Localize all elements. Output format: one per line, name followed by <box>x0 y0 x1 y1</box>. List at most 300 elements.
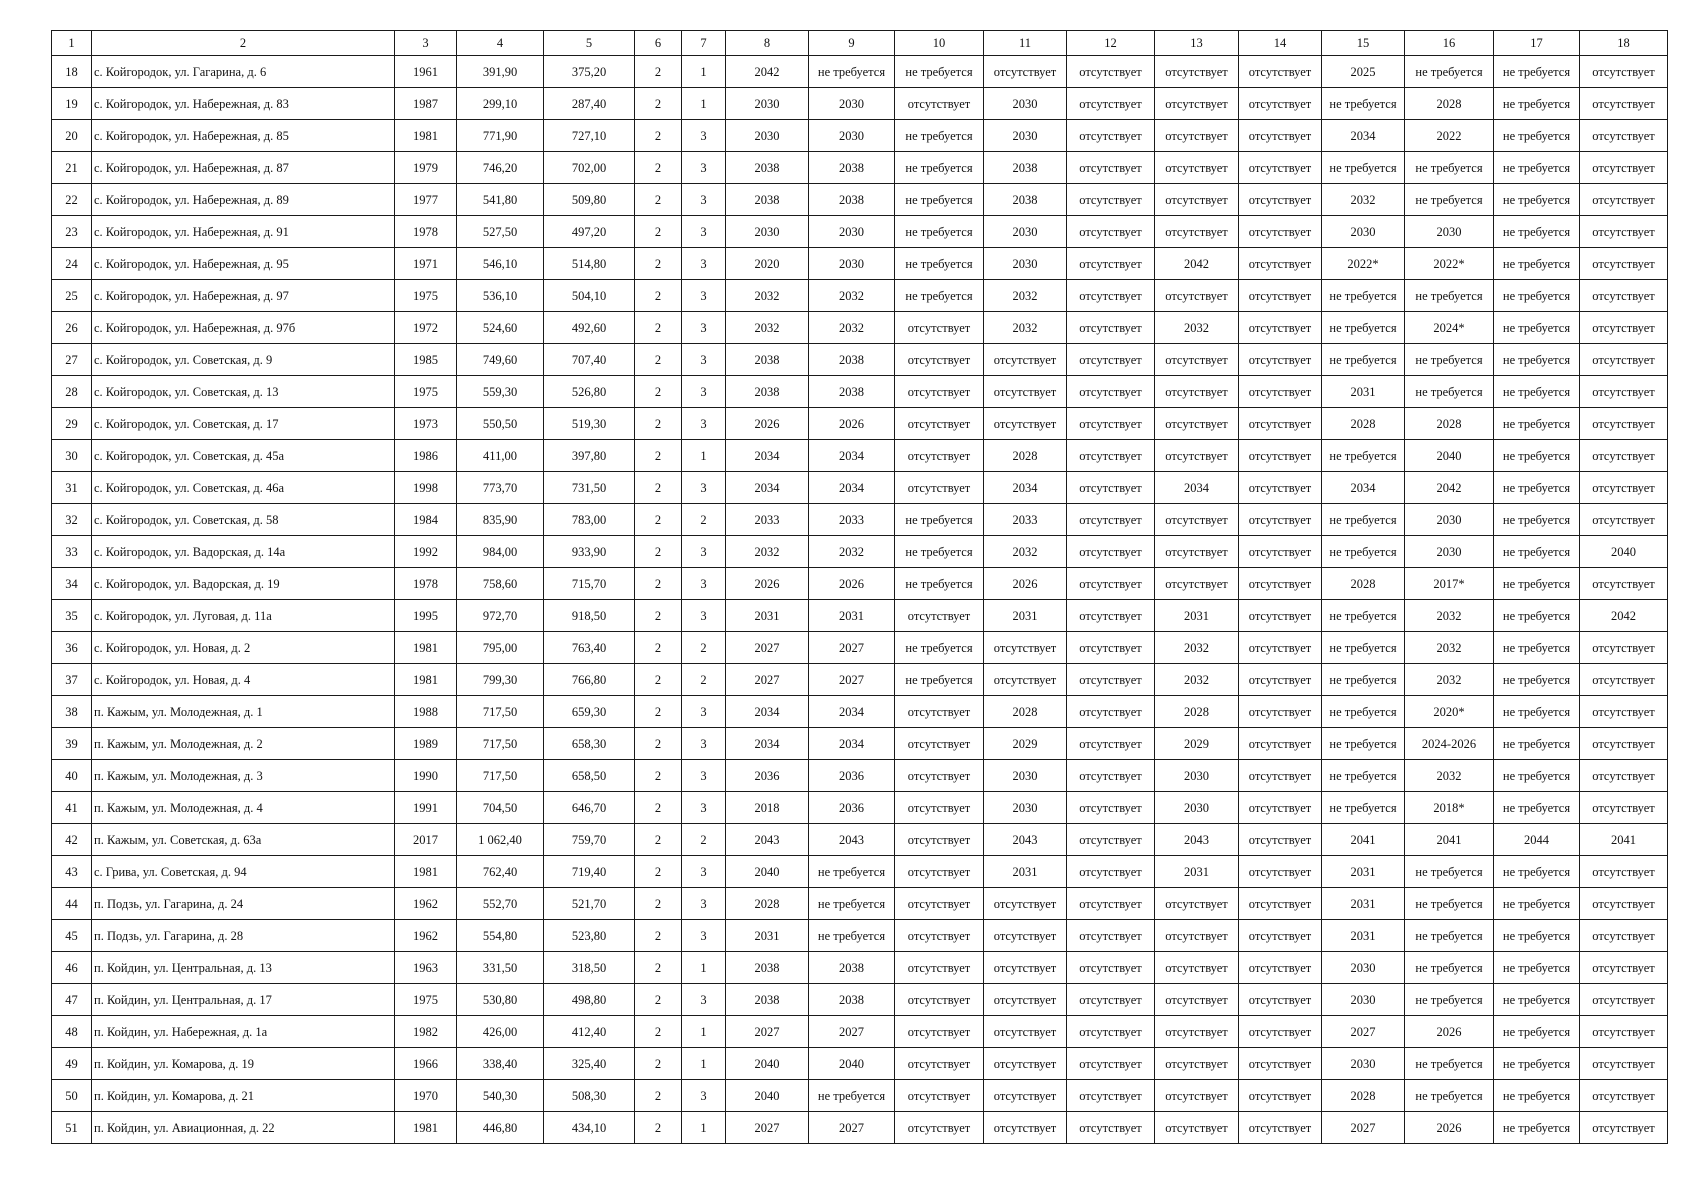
table-cell: 2030 <box>1322 1048 1405 1080</box>
table-cell: 2036 <box>809 792 895 824</box>
table-cell: 526,80 <box>544 376 635 408</box>
table-cell: 1 <box>682 1016 726 1048</box>
table-cell: 3 <box>682 888 726 920</box>
row-number-cell: 34 <box>52 568 92 600</box>
column-number-header: 5 <box>544 31 635 56</box>
row-number-cell: 49 <box>52 1048 92 1080</box>
row-number-cell: 42 <box>52 824 92 856</box>
table-cell: 1978 <box>395 216 457 248</box>
row-number-cell: 50 <box>52 1080 92 1112</box>
table-cell: 2034 <box>726 472 809 504</box>
table-cell: отсутствует <box>895 728 984 760</box>
table-cell: 2 <box>635 504 682 536</box>
table-cell: 2030 <box>1405 504 1494 536</box>
table-row <box>52 152 1668 184</box>
table-cell: 984,00 <box>457 536 544 568</box>
table-cell: отсутствует <box>1239 120 1322 152</box>
table-cell: не требуется <box>1494 536 1580 568</box>
table-cell: 762,40 <box>457 856 544 888</box>
table-cell: 2030 <box>1322 984 1405 1016</box>
table-cell: 3 <box>682 792 726 824</box>
table-row <box>52 536 1668 568</box>
address-cell: с. Койгородок, ул. Советская, д. 13 <box>92 376 395 408</box>
table-row <box>52 760 1668 792</box>
table-cell: 1963 <box>395 952 457 984</box>
table-cell: не требуется <box>1494 472 1580 504</box>
table-cell: отсутствует <box>1239 824 1322 856</box>
table-cell: отсутствует <box>1580 856 1668 888</box>
table-row <box>52 920 1668 952</box>
table-cell: отсутствует <box>1155 376 1239 408</box>
table-cell: отсутствует <box>1239 152 1322 184</box>
table-cell: 2 <box>635 856 682 888</box>
table-cell: 2 <box>635 216 682 248</box>
table-cell: отсутствует <box>1067 56 1155 88</box>
table-cell: 2031 <box>1322 376 1405 408</box>
table-cell: отсутствует <box>1067 344 1155 376</box>
row-number-cell: 41 <box>52 792 92 824</box>
table-cell: отсутствует <box>895 888 984 920</box>
table-cell: отсутствует <box>1067 504 1155 536</box>
table-cell: отсутствует <box>1239 1016 1322 1048</box>
address-cell: с. Койгородок, ул. Набережная, д. 87 <box>92 152 395 184</box>
table-cell: отсутствует <box>984 632 1067 664</box>
table-cell: 426,00 <box>457 1016 544 1048</box>
table-cell: 2032 <box>1405 760 1494 792</box>
document-sheet <box>51 30 1667 1144</box>
table-cell: 1 062,40 <box>457 824 544 856</box>
row-number-cell: 25 <box>52 280 92 312</box>
table-cell: не требуется <box>1494 408 1580 440</box>
table-cell: 508,30 <box>544 1080 635 1112</box>
table-cell: отсутствует <box>1239 888 1322 920</box>
table-cell: 1981 <box>395 1112 457 1144</box>
table-cell: 2034 <box>809 728 895 760</box>
table-cell: не требуется <box>1405 56 1494 88</box>
table-cell: 2042 <box>1155 248 1239 280</box>
table-cell: 2029 <box>984 728 1067 760</box>
table-cell: отсутствует <box>1580 56 1668 88</box>
address-cell: п. Койдин, ул. Комарова, д. 19 <box>92 1048 395 1080</box>
table-cell: 2031 <box>984 600 1067 632</box>
table-cell: отсутствует <box>984 408 1067 440</box>
table-cell: не требуется <box>1405 920 1494 952</box>
table-cell: 1998 <box>395 472 457 504</box>
row-number-cell: 33 <box>52 536 92 568</box>
table-cell: 287,40 <box>544 88 635 120</box>
address-cell: с. Койгородок, ул. Набережная, д. 97 <box>92 280 395 312</box>
table-cell: отсутствует <box>1580 504 1668 536</box>
table-cell: не требуется <box>1494 1048 1580 1080</box>
table-cell: 2 <box>635 1080 682 1112</box>
column-number-header: 12 <box>1067 31 1155 56</box>
address-cell: п. Койдин, ул. Авиационная, д. 22 <box>92 1112 395 1144</box>
table-cell: отсутствует <box>1067 216 1155 248</box>
table-cell: 2030 <box>809 248 895 280</box>
table-cell: не требуется <box>1405 856 1494 888</box>
table-row <box>52 1080 1668 1112</box>
table-row <box>52 248 1668 280</box>
table-cell: 331,50 <box>457 952 544 984</box>
table-cell: отсутствует <box>1067 408 1155 440</box>
table-row <box>52 216 1668 248</box>
row-number-cell: 28 <box>52 376 92 408</box>
table-cell: не требуется <box>1405 152 1494 184</box>
table-cell: отсутствует <box>1067 696 1155 728</box>
row-number-cell: 38 <box>52 696 92 728</box>
table-cell: отсутствует <box>1580 792 1668 824</box>
table-cell: отсутствует <box>1239 216 1322 248</box>
table-cell: 2 <box>635 408 682 440</box>
table-cell: 2030 <box>984 120 1067 152</box>
table-cell: 2034 <box>809 696 895 728</box>
table-cell: 519,30 <box>544 408 635 440</box>
address-cell: п. Койдин, ул. Набережная, д. 1а <box>92 1016 395 1048</box>
table-cell: 2032 <box>1405 600 1494 632</box>
table-cell: отсутствует <box>1155 408 1239 440</box>
table-cell: отсутствует <box>1067 952 1155 984</box>
table-cell: 2 <box>635 184 682 216</box>
table-cell: 2 <box>635 760 682 792</box>
column-number-header: 4 <box>457 31 544 56</box>
table-cell: отсутствует <box>984 664 1067 696</box>
table-cell: не требуется <box>1494 344 1580 376</box>
table-cell: 2038 <box>809 952 895 984</box>
table-cell: 1992 <box>395 536 457 568</box>
table-cell: 2038 <box>809 344 895 376</box>
table-cell: отсутствует <box>895 792 984 824</box>
table-cell: 1966 <box>395 1048 457 1080</box>
table-cell: 704,50 <box>457 792 544 824</box>
table-cell: отсутствует <box>1239 440 1322 472</box>
row-number-cell: 46 <box>52 952 92 984</box>
table-cell: 972,70 <box>457 600 544 632</box>
table-row <box>52 728 1668 760</box>
table-cell: не требуется <box>895 280 984 312</box>
address-cell: с. Койгородок, ул. Советская, д. 45а <box>92 440 395 472</box>
table-cell: 1981 <box>395 632 457 664</box>
table-cell: 2 <box>635 312 682 344</box>
table-cell: 299,10 <box>457 88 544 120</box>
table-cell: 540,30 <box>457 1080 544 1112</box>
address-cell: п. Подзь, ул. Гагарина, д. 28 <box>92 920 395 952</box>
table-cell: 2031 <box>1322 920 1405 952</box>
housing-repair-table <box>51 30 1668 1144</box>
table-cell: 2030 <box>984 760 1067 792</box>
table-cell: 2031 <box>809 600 895 632</box>
table-cell: не требуется <box>1405 984 1494 1016</box>
address-cell: с. Койгородок, ул. Советская, д. 17 <box>92 408 395 440</box>
table-cell: отсутствует <box>984 952 1067 984</box>
table-cell: 835,90 <box>457 504 544 536</box>
table-cell: отсутствует <box>895 440 984 472</box>
table-cell: 2032 <box>1155 632 1239 664</box>
table-cell: 2 <box>635 536 682 568</box>
table-cell: 434,10 <box>544 1112 635 1144</box>
table-cell: отсутствует <box>1239 408 1322 440</box>
table-cell: отсутствует <box>1580 440 1668 472</box>
table-cell: 1995 <box>395 600 457 632</box>
table-cell: 2043 <box>984 824 1067 856</box>
table-cell: 2032 <box>809 280 895 312</box>
table-cell: 1971 <box>395 248 457 280</box>
table-cell: отсутствует <box>1067 792 1155 824</box>
table-cell: не требуется <box>1322 792 1405 824</box>
table-row <box>52 280 1668 312</box>
table-cell: не требуется <box>1405 344 1494 376</box>
table-cell: 397,80 <box>544 440 635 472</box>
table-cell: отсутствует <box>1580 632 1668 664</box>
table-cell: 1975 <box>395 984 457 1016</box>
table-cell: отсутствует <box>1067 280 1155 312</box>
table-cell: не требуется <box>1494 632 1580 664</box>
table-cell: 2030 <box>1322 952 1405 984</box>
table-cell: 2 <box>635 1048 682 1080</box>
table-cell: 717,50 <box>457 728 544 760</box>
table-cell: 1986 <box>395 440 457 472</box>
table-cell: не требуется <box>1405 952 1494 984</box>
table-cell: 2020* <box>1405 696 1494 728</box>
table-cell: 3 <box>682 280 726 312</box>
table-cell: отсутствует <box>1580 312 1668 344</box>
table-cell: отсутствует <box>1239 184 1322 216</box>
table-row <box>52 696 1668 728</box>
table-cell: 1989 <box>395 728 457 760</box>
table-cell: 2038 <box>809 152 895 184</box>
table-cell: отсутствует <box>1067 984 1155 1016</box>
table-cell: 2027 <box>809 632 895 664</box>
table-cell: 2032 <box>1405 632 1494 664</box>
table-cell: отсутствует <box>1580 664 1668 696</box>
table-cell: отсутствует <box>1155 568 1239 600</box>
table-cell: 2034 <box>809 440 895 472</box>
table-cell: 2038 <box>726 344 809 376</box>
address-cell: п. Кажым, ул. Советская, д. 63а <box>92 824 395 856</box>
table-cell: 338,40 <box>457 1048 544 1080</box>
table-cell: 2 <box>635 920 682 952</box>
table-cell: 2 <box>635 728 682 760</box>
table-cell: 2025 <box>1322 56 1405 88</box>
table-cell: 2034 <box>1322 472 1405 504</box>
table-cell: не требуется <box>895 632 984 664</box>
table-cell: 2042 <box>1580 600 1668 632</box>
table-cell: 3 <box>682 120 726 152</box>
table-cell: не требуется <box>1494 88 1580 120</box>
table-cell: 2 <box>635 984 682 1016</box>
table-cell: 2026 <box>1405 1112 1494 1144</box>
table-cell: 1972 <box>395 312 457 344</box>
table-row <box>52 888 1668 920</box>
table-cell: 3 <box>682 920 726 952</box>
table-cell: отсутствует <box>984 984 1067 1016</box>
table-cell: 719,40 <box>544 856 635 888</box>
table-cell: 2 <box>635 568 682 600</box>
table-cell: 2 <box>682 632 726 664</box>
table-cell: 2034 <box>1155 472 1239 504</box>
table-cell: не требуется <box>1494 984 1580 1016</box>
table-cell: не требуется <box>1494 792 1580 824</box>
table-cell: 1 <box>682 88 726 120</box>
table-cell: не требуется <box>1494 696 1580 728</box>
table-cell: 2024* <box>1405 312 1494 344</box>
table-row <box>52 952 1668 984</box>
table-cell: 546,10 <box>457 248 544 280</box>
table-cell: отсутствует <box>895 312 984 344</box>
table-cell: отсутствует <box>1155 440 1239 472</box>
table-cell: 707,40 <box>544 344 635 376</box>
table-cell: 3 <box>682 728 726 760</box>
address-cell: с. Койгородок, ул. Набережная, д. 89 <box>92 184 395 216</box>
table-cell: отсутствует <box>1580 248 1668 280</box>
table-cell: отсутствует <box>1239 280 1322 312</box>
table-cell: 1979 <box>395 152 457 184</box>
table-cell: 2043 <box>726 824 809 856</box>
table-cell: отсутствует <box>1067 1016 1155 1048</box>
table-cell: отсутствует <box>984 888 1067 920</box>
table-cell: 2040 <box>1580 536 1668 568</box>
table-cell: 771,90 <box>457 120 544 152</box>
table-cell: 2038 <box>726 952 809 984</box>
table-cell: отсутствует <box>1067 664 1155 696</box>
row-number-cell: 37 <box>52 664 92 696</box>
table-cell: 2 <box>682 824 726 856</box>
row-number-cell: 26 <box>52 312 92 344</box>
table-cell: не требуется <box>895 184 984 216</box>
table-cell: 2028 <box>984 440 1067 472</box>
table-cell: 2026 <box>809 408 895 440</box>
table-cell: отсутствует <box>1067 1048 1155 1080</box>
table-cell: 2030 <box>984 792 1067 824</box>
table-cell: не требуется <box>1494 152 1580 184</box>
table-cell: 1962 <box>395 920 457 952</box>
table-cell: 2032 <box>1155 664 1239 696</box>
table-cell: 2028 <box>1155 696 1239 728</box>
row-number-cell: 39 <box>52 728 92 760</box>
table-cell: не требуется <box>1494 728 1580 760</box>
table-cell: 541,80 <box>457 184 544 216</box>
table-cell: не требуется <box>1322 88 1405 120</box>
table-cell: 2028 <box>726 888 809 920</box>
table-cell: 523,80 <box>544 920 635 952</box>
row-number-cell: 22 <box>52 184 92 216</box>
table-cell: 2040 <box>726 856 809 888</box>
table-cell: 2026 <box>1405 1016 1494 1048</box>
table-cell: отсутствует <box>1580 696 1668 728</box>
table-cell: 559,30 <box>457 376 544 408</box>
table-cell: 746,20 <box>457 152 544 184</box>
table-cell: 2038 <box>809 184 895 216</box>
table-cell: 2030 <box>726 88 809 120</box>
table-cell: 717,50 <box>457 760 544 792</box>
table-cell: отсутствует <box>984 920 1067 952</box>
table-cell: 446,80 <box>457 1112 544 1144</box>
table-row <box>52 600 1668 632</box>
table-cell: 3 <box>682 312 726 344</box>
table-cell: 2031 <box>1155 856 1239 888</box>
table-cell: отсутствует <box>895 920 984 952</box>
address-cell: с. Койгородок, ул. Новая, д. 4 <box>92 664 395 696</box>
table-cell: не требуется <box>1494 1016 1580 1048</box>
table-cell: отсутствует <box>1067 312 1155 344</box>
table-cell: отсутствует <box>1155 984 1239 1016</box>
table-cell: 2032 <box>809 312 895 344</box>
address-cell: с. Койгородок, ул. Набережная, д. 97б <box>92 312 395 344</box>
row-number-cell: 29 <box>52 408 92 440</box>
table-cell: 3 <box>682 760 726 792</box>
table-cell: отсутствует <box>1239 728 1322 760</box>
table-cell: не требуется <box>1405 1048 1494 1080</box>
table-cell: отсутствует <box>984 1048 1067 1080</box>
table-cell: не требуется <box>1322 312 1405 344</box>
row-number-cell: 31 <box>52 472 92 504</box>
address-cell: с. Койгородок, ул. Набережная, д. 85 <box>92 120 395 152</box>
table-cell: отсутствует <box>984 344 1067 376</box>
row-number-cell: 40 <box>52 760 92 792</box>
table-cell: отсутствует <box>1580 1016 1668 1048</box>
table-cell: отсутствует <box>1239 536 1322 568</box>
table-cell: отсутствует <box>1155 1080 1239 1112</box>
address-cell: с. Койгородок, ул. Набережная, д. 83 <box>92 88 395 120</box>
table-cell: 514,80 <box>544 248 635 280</box>
column-number-header: 18 <box>1580 31 1668 56</box>
table-cell: отсутствует <box>1580 760 1668 792</box>
table-cell: отсутствует <box>1155 504 1239 536</box>
column-number-header: 6 <box>635 31 682 56</box>
table-cell: отсутствует <box>1580 952 1668 984</box>
table-cell: 2 <box>635 600 682 632</box>
table-cell: 509,80 <box>544 184 635 216</box>
table-row <box>52 1048 1668 1080</box>
table-cell: 2028 <box>1405 408 1494 440</box>
table-cell: не требуется <box>1494 1080 1580 1112</box>
address-cell: с. Койгородок, ул. Советская, д. 46а <box>92 472 395 504</box>
table-cell: 715,70 <box>544 568 635 600</box>
table-cell: не требуется <box>1494 216 1580 248</box>
table-cell: отсутствует <box>895 344 984 376</box>
table-cell: 2027 <box>1322 1112 1405 1144</box>
table-cell: 2031 <box>726 600 809 632</box>
table-cell: 2032 <box>1405 664 1494 696</box>
table-cell: 2030 <box>1322 216 1405 248</box>
table-cell: не требуется <box>895 568 984 600</box>
table-cell: не требуется <box>809 56 895 88</box>
table-cell: не требуется <box>1322 440 1405 472</box>
table-cell: отсутствует <box>1580 984 1668 1016</box>
table-cell: 3 <box>682 152 726 184</box>
table-cell: 731,50 <box>544 472 635 504</box>
table-cell: 325,40 <box>544 1048 635 1080</box>
table-cell: 2030 <box>984 88 1067 120</box>
address-cell: с. Койгородок, ул. Советская, д. 9 <box>92 344 395 376</box>
table-cell: отсутствует <box>1239 344 1322 376</box>
row-number-cell: 18 <box>52 56 92 88</box>
table-cell: 2028 <box>1322 1080 1405 1112</box>
address-cell: п. Кажым, ул. Молодежная, д. 2 <box>92 728 395 760</box>
table-row <box>52 568 1668 600</box>
table-cell: отсутствует <box>1067 376 1155 408</box>
table-cell: не требуется <box>1405 376 1494 408</box>
table-cell: отсутствует <box>1155 216 1239 248</box>
table-cell: 2038 <box>984 184 1067 216</box>
table-cell: 2034 <box>809 472 895 504</box>
table-cell: 530,80 <box>457 984 544 1016</box>
table-cell: отсутствует <box>1580 888 1668 920</box>
table-cell: отсутствует <box>895 472 984 504</box>
table-cell: 2042 <box>1405 472 1494 504</box>
table-cell: отсутствует <box>1580 568 1668 600</box>
table-cell: 1987 <box>395 88 457 120</box>
table-row <box>52 184 1668 216</box>
